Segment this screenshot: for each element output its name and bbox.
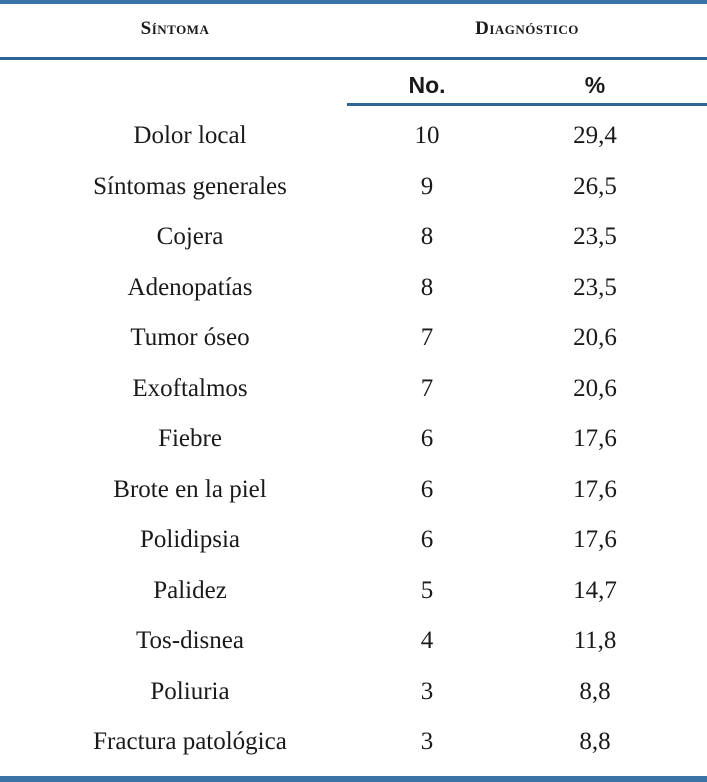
percent-cell: 14,7 [573, 576, 617, 604]
table-row [0, 415, 707, 466]
header-diagnostico: Diagnóstico [475, 18, 579, 39]
table-row [0, 617, 707, 668]
count-cell: 6 [420, 475, 434, 503]
header-sintoma: Síntoma [140, 18, 210, 39]
table-row [0, 163, 707, 214]
percent-cell: 29,4 [573, 122, 617, 149]
top-rule [0, 0, 707, 4]
percent-cell: 23,5 [573, 273, 617, 301]
table-row [0, 718, 707, 769]
count-cell: 3 [420, 728, 434, 755]
table-row [0, 314, 707, 365]
subheader-rule [347, 103, 707, 106]
table-row [0, 668, 707, 719]
percent-cell: 17,6 [573, 425, 617, 452]
percent-cell: 8,8 [579, 728, 611, 755]
percent-cell: 11,8 [573, 627, 617, 654]
count-cell: 7 [420, 324, 434, 351]
header-no: No. [408, 72, 446, 98]
count-cell: 8 [420, 223, 434, 250]
symptom-cell: Cojera [156, 223, 224, 250]
count-cell: 8 [420, 273, 434, 301]
table-row [0, 567, 707, 618]
table-row [0, 112, 707, 163]
symptom-cell: Poliuria [150, 677, 230, 705]
symptom-cell: Polidipsia [139, 526, 240, 553]
percent-cell: 23,5 [573, 223, 617, 250]
symptom-cell: Fractura patológica [93, 728, 287, 755]
symptom-cell: Exoftalmos [132, 374, 248, 402]
header-rule [0, 57, 707, 60]
header-pct: % [584, 72, 606, 98]
table-row [0, 213, 707, 264]
count-cell: 6 [420, 425, 434, 452]
symptom-cell: Tos-disnea [136, 627, 244, 654]
symptom-cell: Tumor óseo [130, 324, 250, 351]
count-cell: 10 [414, 122, 440, 149]
table-body [0, 112, 707, 769]
symptom-cell: Adenopatías [127, 273, 253, 301]
table-row [0, 516, 707, 567]
symptom-cell: Síntomas generales [93, 172, 287, 200]
table-row [0, 365, 707, 416]
count-cell: 7 [420, 374, 434, 402]
symptom-cell: Palidez [153, 576, 227, 604]
count-cell: 9 [420, 172, 434, 200]
percent-cell: 20,6 [573, 374, 617, 402]
symptom-cell: Fiebre [158, 425, 222, 452]
count-cell: 6 [420, 526, 434, 553]
table-row [0, 264, 707, 315]
percent-cell: 8,8 [579, 677, 611, 705]
percent-cell: 26,5 [573, 172, 617, 200]
symptom-cell: Brote en la piel [113, 475, 267, 503]
table-row [0, 466, 707, 517]
count-cell: 5 [420, 576, 434, 604]
count-cell: 3 [420, 677, 434, 705]
bottom-rule [0, 776, 707, 782]
count-cell: 4 [420, 627, 434, 654]
percent-cell: 17,6 [573, 475, 617, 503]
percent-cell: 17,6 [573, 526, 617, 553]
percent-cell: 20,6 [573, 324, 617, 351]
symptom-cell: Dolor local [133, 122, 247, 149]
